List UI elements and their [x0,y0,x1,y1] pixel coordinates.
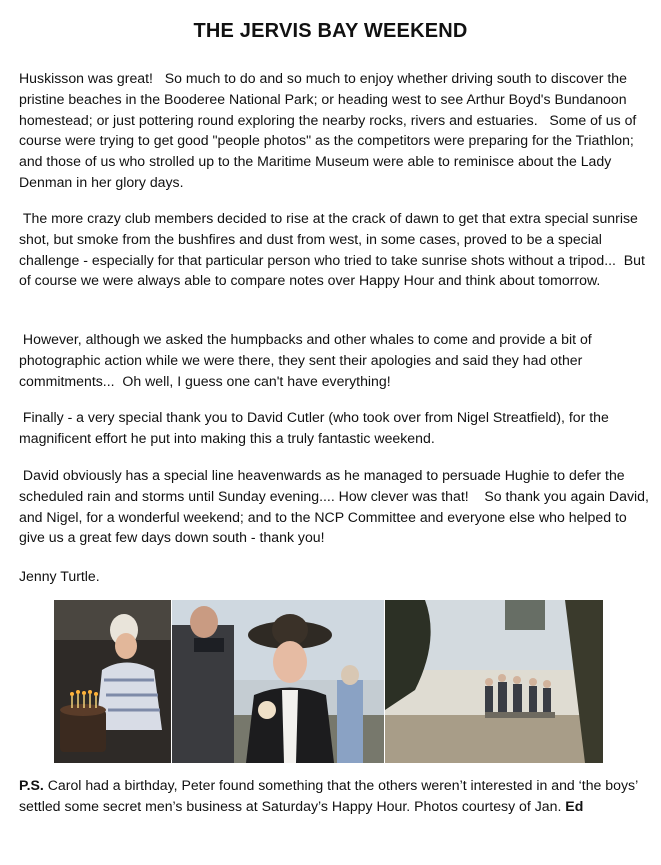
paragraph-whales: However, although we asked the humpbacks and other whales to come and provide a bit of photographic action while we were there, they sent their apologies and said they had other commitments... Oh well, I guess one can't have everything! [19,331,596,389]
signature: Jenny Turtle. [19,568,100,584]
editor-mark: Ed [565,797,584,814]
page-title: THE JERVIS BAY WEEKEND [193,20,468,42]
paragraph-huskisson: Huskisson was great! So much to do and so much to enjoy whether driving south to discover the pristine beaches in the Booderee National Park; or heading west to see Arthur Boyd's Bundanoon homestead; or just pottering round exploring the nearby rocks, rivers and estuaries. Some of us of course were trying to get good "people photos" as the competitors were preparing for the Triathlon; and those of us who strolled up to the Maritime Museum were able to reminisce about the Lady Denman in her glory days. [19,70,641,190]
postscript [19,775,649,817]
paragraph-sunrise: The more crazy club members decided to rise at the crack of dawn to get that extra special sunrise shot, but smoke from the bushfires and dust from west, in some cases, proved to be a special challenge - especially for that particular person who tried to take sunrise shots without a tripod... But of course we were always able to compare notes over Happy Hour and think about tomorrow. [19,210,649,289]
photo-birthday-cake [54,600,171,763]
postscript-label: P.S. [19,777,44,793]
photo-man-with-hat [172,600,384,763]
photo-jetty-group-art [385,600,603,763]
photo-birthday-cake-art [54,600,171,763]
paragraph-weather: David obviously has a special line heavenwards as he managed to persuade Hughie to defer the scheduled rain and storms until Sunday evening.... How clever was that! So thank you again David, and Nigel, for a wonderful weekend; and to the NCP Committee and everyone else who helped to give us a great few days down south - thank you! [19,467,653,546]
photo-strip [54,600,605,763]
paragraph-thanks: Finally - a very special thank you to David Cutler (who took over from Nigel Streatfield), for the magnificent effort he put into making this a truly fantastic weekend. [19,409,613,446]
postscript-text: Carol had a birthday, Peter found something that the others weren’t interested in and ‘the boys’ settled some secret men’s business at Saturday’s Happy Hour. Photos courtesy of Jan. [19,777,638,814]
photo-jetty-group [385,600,603,763]
photo-man-with-hat-art [172,600,384,763]
